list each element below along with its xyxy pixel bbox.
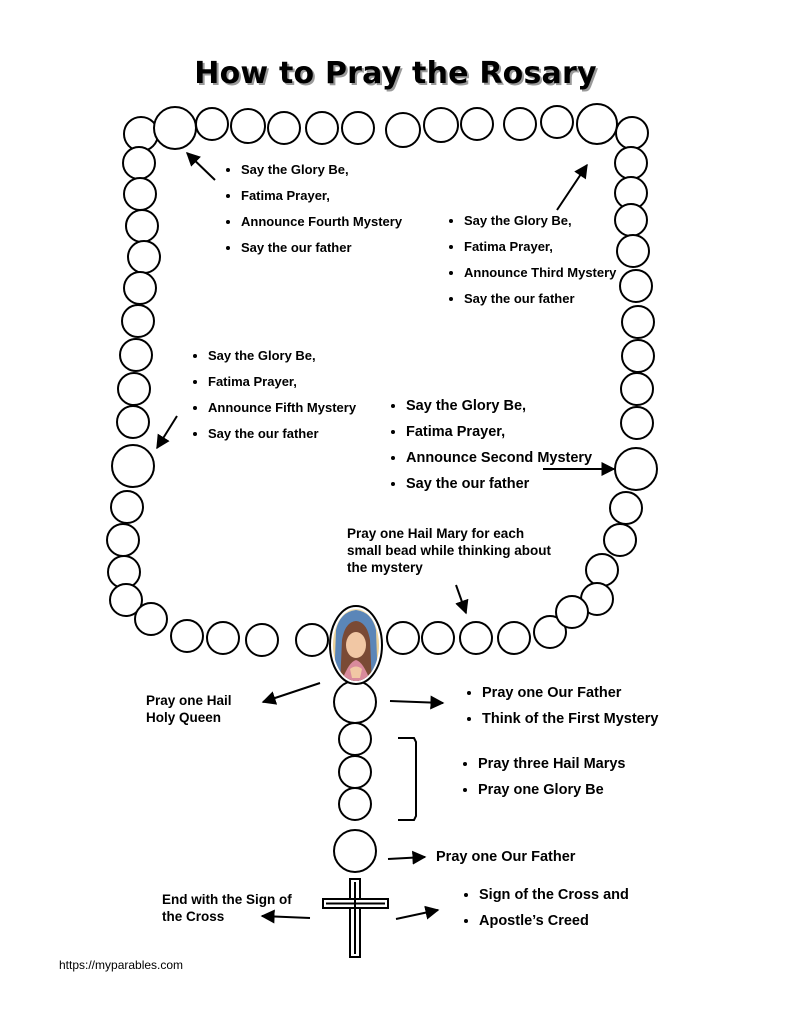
rosary-bead xyxy=(171,620,203,652)
rosary-bead xyxy=(135,603,167,635)
first-bead-steps xyxy=(460,684,658,736)
arrow-decade-5 xyxy=(157,416,177,448)
virgin-mary-medallion xyxy=(330,606,382,686)
rosary-bead xyxy=(124,178,156,210)
arrow-decade-3 xyxy=(557,165,587,210)
hail-mary-note: Pray one Hail Mary for each small bead while thinking about the mystery xyxy=(347,526,552,575)
end-note: End with the Sign of the Cross xyxy=(162,892,292,924)
rosary-bead xyxy=(107,524,139,556)
rosary-bead xyxy=(124,272,156,304)
list-item: • Pray one Glory Be xyxy=(478,781,626,807)
arrow-hail-mary xyxy=(456,585,466,613)
rosary-bead xyxy=(207,622,239,654)
list-item: • Say the our father xyxy=(241,239,402,265)
list-item: • Fatima Prayer, xyxy=(464,238,616,264)
rosary-bead xyxy=(586,554,618,586)
list-item: • Sign of the Cross and xyxy=(479,886,629,912)
rosary-bead xyxy=(339,756,371,788)
rosary-bead xyxy=(231,109,265,143)
rosary-bead xyxy=(124,117,158,151)
rosary-bead xyxy=(621,373,653,405)
decade-2-steps xyxy=(384,397,592,501)
rosary-bead xyxy=(387,622,419,654)
decade-5-steps xyxy=(186,347,356,451)
rosary-bead xyxy=(616,117,648,149)
list-item: • Say the Glory Be, xyxy=(464,212,616,238)
rosary-bead xyxy=(461,108,493,140)
rosary-bead xyxy=(296,624,328,656)
list-item: • Say the our father xyxy=(406,475,592,501)
rosary-bead xyxy=(339,723,371,755)
rosary-bead xyxy=(334,830,376,872)
rosary-bead xyxy=(498,622,530,654)
rosary-bead xyxy=(246,624,278,656)
rosary-bead xyxy=(615,204,647,236)
rosary-bead xyxy=(386,113,420,147)
rosary-bead xyxy=(615,147,647,179)
arrow-decade-4 xyxy=(187,153,215,180)
rosary-bead xyxy=(120,339,152,371)
arrow-first-bead xyxy=(390,701,443,703)
rosary-bead xyxy=(306,112,338,144)
decade-4-steps xyxy=(219,161,402,265)
cross-steps xyxy=(457,886,629,938)
rosary-bead xyxy=(541,106,573,138)
rosary-bead xyxy=(118,373,150,405)
rosary-bead xyxy=(268,112,300,144)
list-item: • Pray three Hail Marys xyxy=(478,755,626,781)
list-item: • Fatima Prayer, xyxy=(208,373,356,399)
rosary-bead xyxy=(123,147,155,179)
list-item: • Announce Second Mystery xyxy=(406,449,592,475)
list-item: • Announce Fourth Mystery xyxy=(241,213,402,239)
rosary-bead xyxy=(622,340,654,372)
list-item: • Pray one Our Father xyxy=(482,684,658,710)
three-beads-bracket xyxy=(398,738,416,820)
rosary-bead xyxy=(556,596,588,628)
rosary-bead xyxy=(122,305,154,337)
rosary-bead xyxy=(117,406,149,438)
rosary-bead xyxy=(604,524,636,556)
arrow-holy-queen xyxy=(263,683,320,702)
decade-3-steps xyxy=(442,212,616,316)
rosary-bead xyxy=(610,492,642,524)
source-url: https://myparables.com xyxy=(59,958,184,972)
our-father-note: Pray one Our Father xyxy=(436,849,576,865)
rosary-bead xyxy=(196,108,228,140)
list-item: • Say the Glory Be, xyxy=(406,397,592,423)
rosary-bead xyxy=(422,622,454,654)
rosary-bead xyxy=(460,622,492,654)
rosary-bead xyxy=(615,448,657,490)
list-item: • Fatima Prayer, xyxy=(406,423,592,449)
rosary-bead xyxy=(128,241,160,273)
rosary-bead xyxy=(424,108,458,142)
rosary-bead xyxy=(617,235,649,267)
rosary-bead xyxy=(111,491,143,523)
rosary-bead xyxy=(126,210,158,242)
rosary-bead xyxy=(342,112,374,144)
list-item: • Say the Glory Be, xyxy=(208,347,356,373)
list-item: • Announce Fifth Mystery xyxy=(208,399,356,425)
rosary-bead xyxy=(620,270,652,302)
rosary-bead xyxy=(577,104,617,144)
three-beads-steps xyxy=(456,755,626,807)
list-item: • Announce Third Mystery xyxy=(464,264,616,290)
arrow-our-father xyxy=(388,857,425,859)
page-title: How to Pray the Rosary xyxy=(194,56,597,91)
rosary-bead xyxy=(339,788,371,820)
rosary-bead xyxy=(154,107,196,149)
list-item: • Fatima Prayer, xyxy=(241,187,402,213)
rosary-bead xyxy=(334,681,376,723)
rosary-bead xyxy=(112,445,154,487)
rosary-bead xyxy=(504,108,536,140)
list-item: • Say the our father xyxy=(464,290,616,316)
holy-queen-note: Pray one Hail Holy Queen xyxy=(146,693,232,725)
list-item: • Say the Glory Be, xyxy=(241,161,402,187)
rosary-bead xyxy=(622,306,654,338)
list-item: • Say the our father xyxy=(208,425,356,451)
rosary-bead xyxy=(621,407,653,439)
arrow-creed xyxy=(396,910,438,919)
list-item: • Think of the First Mystery xyxy=(482,710,658,736)
crucifix xyxy=(323,879,388,957)
list-item: • Apostle’s Creed xyxy=(479,912,629,938)
